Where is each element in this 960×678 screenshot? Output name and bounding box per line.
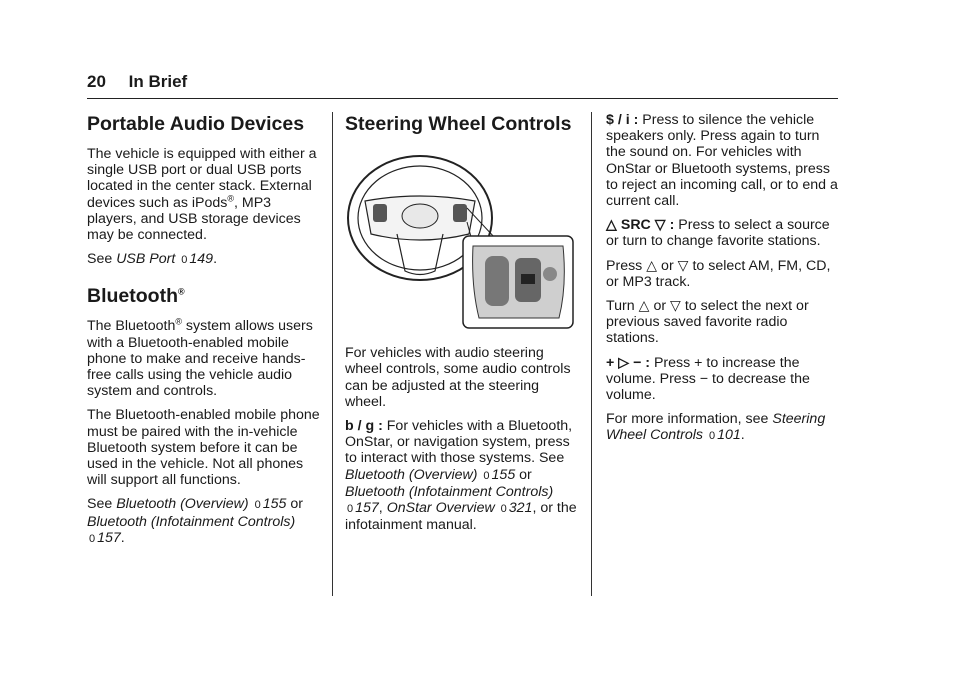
more-page[interactable]: 101: [717, 427, 741, 444]
page-ref-icon: 0: [181, 254, 188, 267]
more-info-paragraph: [606, 411, 842, 444]
see-label: See: [87, 496, 117, 513]
bluetooth-paragraph-1: [87, 318, 323, 399]
portable-text-b: , MP3 players, and USB storage devices may be connected.: [87, 194, 301, 244]
period: .: [120, 529, 125, 546]
phone-icon: b / g :: [345, 418, 383, 435]
phone-text: For vehicles with a Bluetooth, OnStar, or navigation system, press to interact with those systems. See: [345, 418, 573, 467]
turn-paragraph: Turn △ or ▽ to select the next or previous saved favorite radio stations.: [606, 298, 809, 347]
bluetooth-paragraph-2: The Bluetooth-enabled mobile phone must be paired with the in-vehicle Bluetooth system before it can be used in the vehicle. Not all phones will support all functions.: [87, 407, 320, 489]
ref2-page[interactable]: 157: [355, 500, 379, 517]
heading-steering-wheel-controls: Steering Wheel Controls: [345, 113, 572, 135]
header-rule: [87, 98, 838, 99]
or-text: or: [286, 496, 303, 513]
column-3: [606, 112, 842, 453]
phone-button-paragraph: [345, 418, 581, 533]
page-ref-icon: 0: [500, 503, 507, 516]
volume-text: Press + to increase the volume. Press − to decrease the volume.: [606, 354, 810, 404]
page-ref-icon: 0: [347, 503, 354, 516]
src-text: Press to select a source or turn to change favorite stations.: [606, 217, 830, 250]
page-ref-icon: 0: [483, 469, 490, 482]
usb-page-number[interactable]: 149: [189, 251, 214, 268]
registered-mark: ®: [175, 316, 182, 327]
steering-wheel-controls-link[interactable]: Steering Wheel Controls: [606, 411, 826, 444]
registered-mark: ®: [177, 286, 185, 297]
see-usb-paragraph: [87, 251, 323, 268]
more-info-text: For more information, see: [606, 411, 773, 428]
bluetooth-heading-text: Bluetooth: [87, 285, 178, 308]
bluetooth-infotainment-link[interactable]: Bluetooth (Infotainment Controls): [345, 483, 554, 500]
see-bluetooth-paragraph: [87, 496, 323, 547]
bt-overview-page[interactable]: 155: [262, 496, 287, 513]
bluetooth-overview-link[interactable]: Bluetooth (Overview): [345, 466, 478, 483]
ref3-page[interactable]: 321: [508, 500, 533, 517]
page-header: [87, 72, 187, 92]
steering-wheel-illustration: [345, 146, 581, 335]
bluetooth-overview-link[interactable]: Bluetooth (Overview): [116, 496, 249, 513]
page-ref-icon: 0: [254, 499, 261, 512]
or-text: or: [515, 466, 532, 483]
bt-info-page[interactable]: 157: [97, 529, 121, 546]
mute-text: Press to silence the vehicle speakers only. Press again to turn the sound on. For vehicles with OnStar or Bluetooth systems, press to reject an incoming call, or to end a current call.: [606, 112, 838, 210]
usb-port-link[interactable]: USB Port: [116, 251, 176, 268]
registered-mark: ®: [227, 192, 235, 203]
press-paragraph: Press △ or ▽ to select AM, FM, CD, or MP3 track.: [606, 257, 831, 290]
volume-icon: + ▷ − :: [606, 354, 651, 371]
column-divider-1: [332, 112, 333, 596]
bt-text-b: system allows users with a Bluetooth-enabled mobile phone to make and receive hands-free calls using the vehicle audio system and controls.: [87, 318, 313, 400]
src-paragraph: [606, 217, 842, 249]
page-ref-icon: 0: [89, 532, 96, 545]
section-title: In Brief: [128, 72, 188, 91]
column-2: [345, 112, 581, 541]
mute-paragraph: [606, 112, 842, 209]
steering-intro: For vehicles with audio steering wheel controls, some audio controls can be adjusted at the steering wheel.: [345, 345, 571, 410]
mute-icon: $ / i :: [606, 112, 639, 128]
volume-paragraph: [606, 355, 842, 404]
phone-text-end: , or the infotainment manual.: [345, 500, 577, 534]
period: .: [213, 251, 218, 268]
page-ref-icon: 0: [708, 430, 716, 443]
ref1-page[interactable]: 155: [491, 466, 516, 483]
src-icon: △ SRC ▽ :: [606, 217, 675, 234]
portable-paragraph: [87, 146, 323, 243]
comma: ,: [378, 500, 387, 517]
period: .: [740, 427, 745, 444]
column-divider-2: [591, 112, 592, 596]
onstar-overview-link[interactable]: OnStar Overview: [386, 500, 495, 517]
portable-text-a: The vehicle is equipped with either a single USB port or dual USB ports located in the center stack. External devices such as iPods: [87, 146, 317, 211]
bluetooth-infotainment-link[interactable]: Bluetooth (Infotainment Controls): [87, 513, 296, 530]
steering-wheel-icon: [345, 146, 575, 331]
heading-bluetooth: [87, 284, 323, 308]
column-1: [87, 112, 323, 555]
bt-text-a: The Bluetooth: [87, 318, 176, 335]
heading-portable-audio: Portable Audio Devices: [87, 113, 305, 135]
page-number: 20: [87, 72, 106, 91]
see-label: See: [87, 251, 117, 268]
